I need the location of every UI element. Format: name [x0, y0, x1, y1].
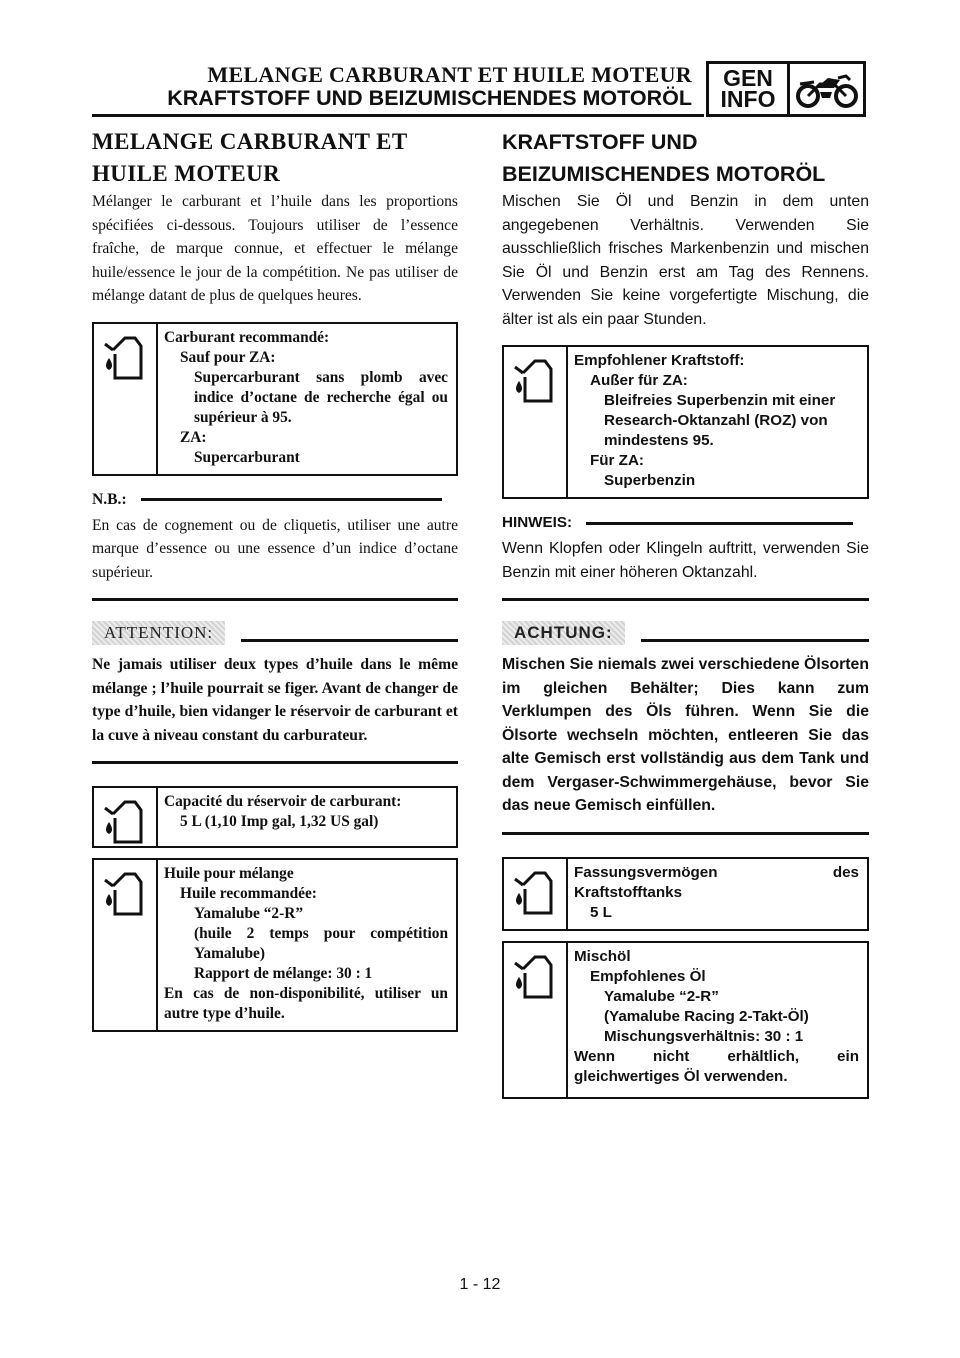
intro-paragraph-fr: Mélanger le carburant et l’huile dans les proportions spécifiées ci-dessous. Toujours utiliser de l’essence fraîche, de marque connue, et effectuer le mélange huile/essence le jour de la compétition. Ne pas utiliser de mélange datant de plus de quelques heures. [92, 193, 458, 304]
caution-label: ACHTUNG: [502, 621, 625, 645]
spec-line: Mischungsverhältnis: 30 : 1 [604, 1027, 804, 1045]
spec-line: Supercarburant [194, 448, 300, 466]
caution-rule [641, 639, 869, 642]
spec-line: ZA: [180, 428, 207, 446]
spec-line: Empfohlener Kraftstoff: [574, 352, 745, 369]
spec-line: Sauf pour ZA: [180, 348, 276, 366]
motorcycle-icon [790, 64, 863, 114]
note-block-de [502, 513, 869, 601]
caution-label: ATTENTION: [92, 621, 225, 645]
header-title-fr: MELANGE CARBURANT ET HUILE MOTEUR [207, 62, 692, 87]
oil-can-icon [504, 943, 568, 1097]
spec-line: Yamalube “2-R” [604, 987, 719, 1005]
section-badge [706, 61, 866, 117]
spec-line: Mischöl [574, 947, 631, 965]
note-label: N.B.: [92, 490, 127, 508]
caution-text: Ne jamais utiliser deux types d’huile dans le même mélange ; l’huile pourrait se figer. Avant de changer de type d’huile, bien vidanger le réservoir de carburant et la cuve à niveau constant du carburateur. [92, 656, 458, 744]
spec-line: Huile recommandée: [180, 885, 317, 902]
note-text: En cas de cognement ou de cliquetis, utiliser une autre marque d’essence ou une essence d’un indice d’octane supérieur. [92, 516, 458, 581]
header-title-de: KRAFTSTOFF UND BEIZUMISCHENDES MOTORÖL [167, 86, 692, 110]
heading-line-2: BEIZUMISCHENDES MOTORÖL [502, 162, 826, 186]
caution-block-de [502, 621, 869, 835]
note-rule [586, 522, 853, 525]
spec-box-tank-fr [92, 786, 458, 848]
section-heading-de [502, 126, 869, 190]
spec-line: Carburant recommandé: [164, 328, 330, 346]
spec-line: Für ZA: [590, 452, 644, 469]
spec-box-fuel-de [502, 345, 869, 499]
heading-line-1: KRAFTSTOFF UND [502, 130, 698, 154]
spec-line: Fassungsvermögen des Kraftstofftanks [574, 863, 859, 901]
spec-line: Wenn nicht erhältlich, ein gleichwertiges Öl verwenden. [574, 1047, 859, 1085]
spec-box-fuel-fr [92, 322, 458, 476]
caution-end-rule [92, 761, 458, 764]
spec-line: Bleifreies Superbenzin mit einer Research-Oktanzahl (ROZ) von mindestens 95. [604, 392, 836, 449]
spec-line: 5 L (1,10 Imp gal, 1,32 US gal) [180, 813, 379, 830]
spec-line: Yamalube “2-R” [194, 905, 304, 922]
oil-can-icon [94, 860, 158, 1030]
caution-block-fr [92, 621, 458, 764]
heading-line-1: MELANGE CARBURANT ET [92, 129, 408, 154]
spec-box-oil-fr [92, 858, 458, 1032]
header-rule [92, 114, 704, 117]
spec-line: Empfohlenes Öl [590, 967, 706, 985]
note-label: HINWEIS: [502, 514, 573, 531]
column-german [502, 126, 869, 1099]
note-rule [141, 498, 442, 501]
caution-rule [241, 639, 458, 642]
note-text: Wenn Klopfen oder Klingeln auftritt, verwenden Sie Benzin mit einer höheren Oktanzahl. [502, 540, 869, 581]
spec-line: Huile pour mélange [164, 865, 294, 882]
heading-line-2: HUILE MOTEUR [92, 161, 281, 186]
spec-line: Supercarburant sans plomb avec indice d’octane de recherche égal ou supérieur à 95. [194, 368, 448, 426]
spec-line: 5 L [590, 903, 612, 921]
spec-line: (Yamalube Racing 2-Takt-Öl) [604, 1007, 809, 1025]
spec-line: Außer für ZA: [590, 372, 688, 389]
note-end-rule [502, 598, 869, 601]
spec-line: Rapport de mélange: 30 : 1 [194, 965, 373, 982]
oil-can-icon [94, 788, 158, 846]
caution-text: Mischen Sie niemals zwei verschiedene Ölsorten im gleichen Behälter; Dies kann zum Verklumpen des Öls führen. Wenn Sie die Ölsorte wechseln möchten, entleeren Sie das alte Gemisch erst vollständig aus dem Tank und dem Vergaser-Schwimmergehäuse, bevor Sie das neue Gemisch einfüllen. [502, 656, 869, 814]
oil-can-icon [504, 347, 568, 497]
column-french [92, 126, 458, 1032]
section-heading-fr [92, 126, 458, 190]
page-number: 1 - 12 [459, 1276, 501, 1293]
note-block-fr [92, 490, 458, 602]
spec-line: (huile 2 temps pour compétition Yamalube) [194, 925, 448, 962]
spec-line: Superbenzin [604, 472, 696, 489]
gen-label: GEN [723, 65, 773, 91]
info-label: INFO [720, 86, 776, 112]
spec-box-tank-de [502, 857, 869, 931]
caution-end-rule [502, 832, 869, 835]
spec-line: Capacité du réservoir de carburant: [164, 793, 402, 810]
oil-can-icon [504, 859, 568, 929]
spec-line: En cas de non-disponibilité, utiliser un autre type d’huile. [164, 985, 448, 1022]
oil-can-icon [94, 324, 158, 474]
note-end-rule [92, 598, 458, 601]
gen-info-label [709, 64, 790, 114]
spec-box-oil-de [502, 941, 869, 1099]
intro-paragraph-de: Mischen Sie Öl und Benzin in dem unten angegebenen Verhältnis. Verwenden Sie ausschließlich frisches Markenbenzin und mischen Sie Öl und Benzin erst am Tag des Rennens. Verwenden Sie keine vorgefertigte Mischung, die älter ist als ein paar Stunden. [502, 193, 869, 328]
